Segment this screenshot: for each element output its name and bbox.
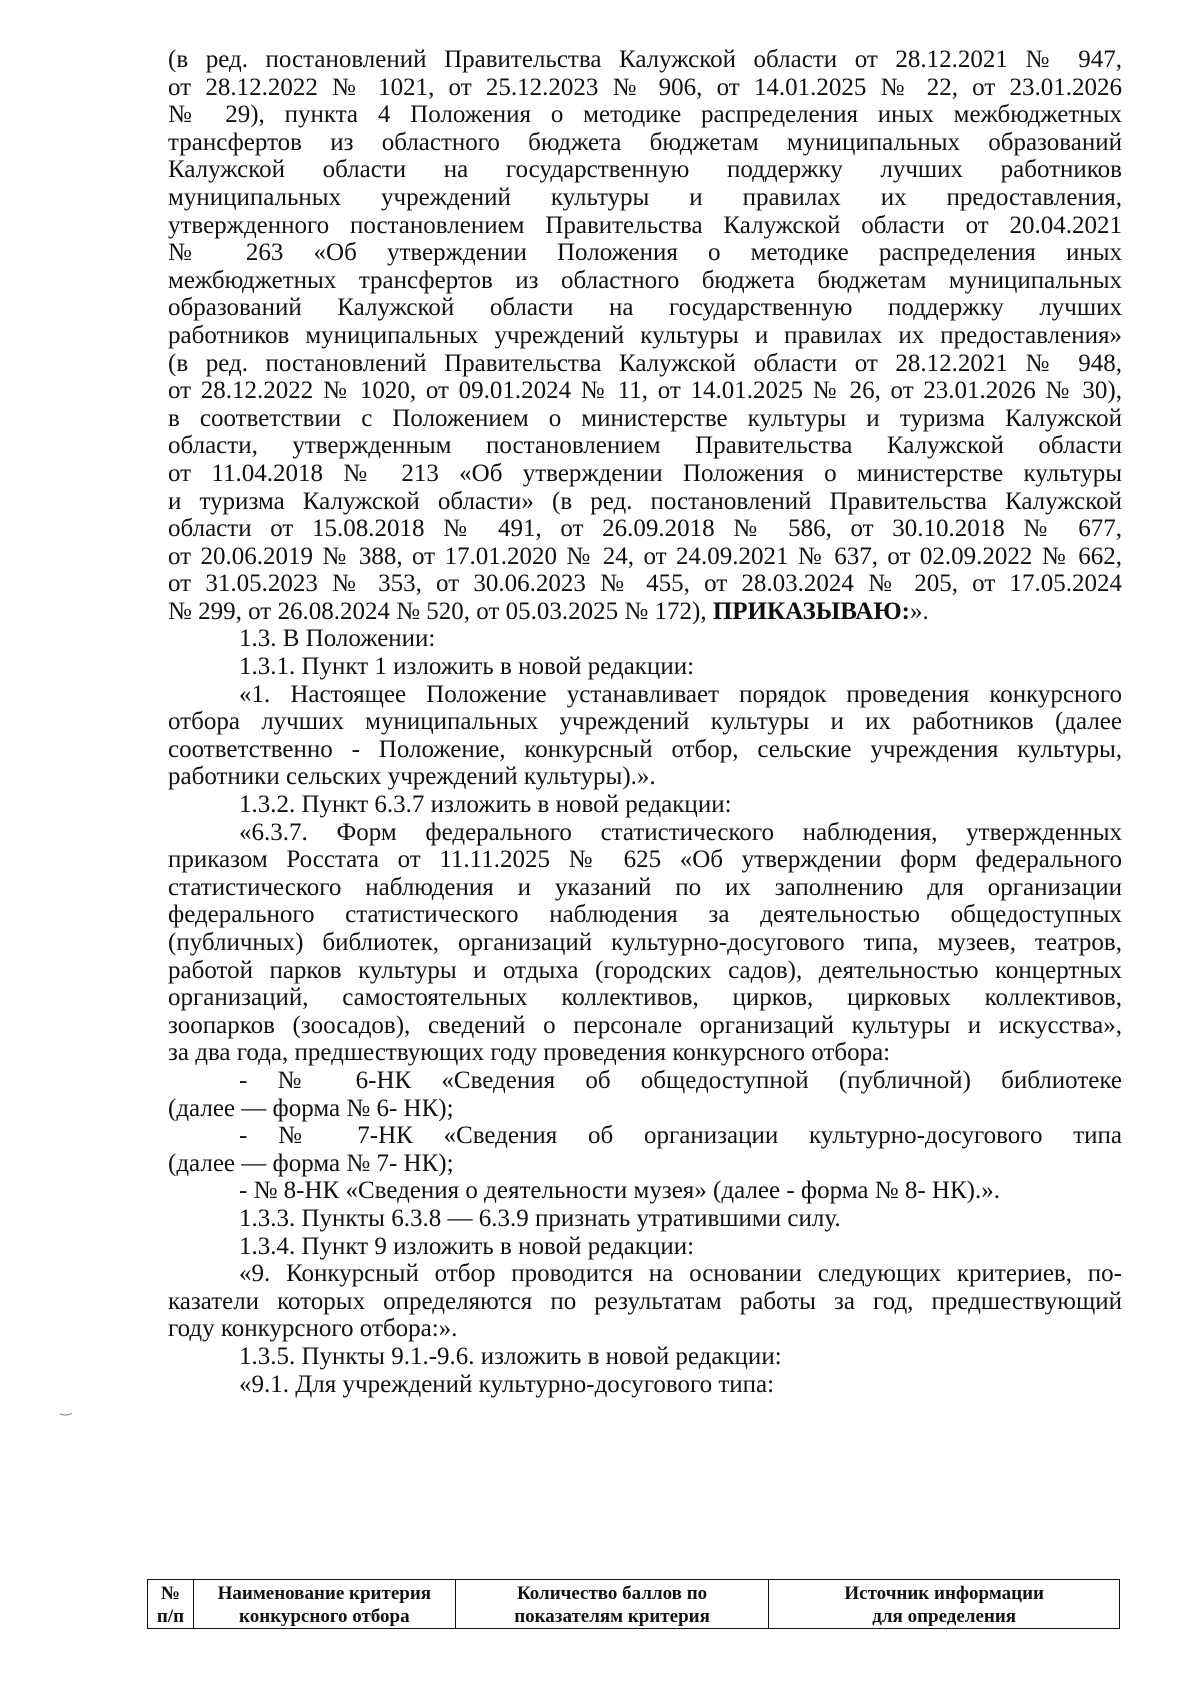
text-line: муниципальных учреждений культуры и правилах их предоставления, [168, 183, 1122, 211]
text-line: области, утвержденным постановлением Правительства Калужской области [168, 432, 1122, 460]
text-line: статистического наблюдения и указаний по их заполнению для организации [168, 873, 1122, 901]
text-span: ». [909, 597, 929, 625]
text-line: «1. Настоящее Положение устанавливает порядок проведения конкурсного [239, 680, 1122, 708]
text-line: году конкурсного отбора:». [168, 1315, 458, 1343]
text-line: Калужской области на государственную поддержку лучших работников [168, 156, 1122, 184]
text-line: (в ред. постановлений Правительства Калужской области от 28.12.2021 № 947, [168, 46, 1122, 73]
order-keyword: ПРИКАЗЫВАЮ: [712, 597, 910, 625]
scan-speck: ‿ [60, 1401, 72, 1416]
text-line: федерального статистического наблюдения за деятельностью общедоступных [168, 901, 1122, 929]
text-line: казатели которых определяются по результатам работы за год, предшествующий [168, 1287, 1122, 1315]
text-line: «9. Конкурсный отбор проводится на основании следующих критериев, по- [239, 1260, 1122, 1288]
text-line: организаций, самостоятельных коллективов, цирков, цирковых коллективов, [168, 984, 1122, 1012]
text-line: приказом Росстата от 11.11.2025 № 625 «Об утверждении форм федерального [168, 846, 1122, 874]
text-line: (публичных) библиотек, организаций культурно-досугового типа, музеев, театров, [168, 929, 1122, 956]
text-line: 1.3.4. Пункт 9 изложить в новой редакции: [239, 1232, 695, 1260]
text-line: (далее — форма № 6- НК); [168, 1094, 454, 1122]
text-line: от 28.12.2022 № 1020, от 09.01.2024 № 11, от 14.01.2025 № 26, от 23.01.2026 № 30), [168, 377, 1122, 405]
text-line: за два года, предшествующих году проведения конкурсного отбора: [168, 1039, 891, 1067]
text-line: трансфертов из областного бюджета бюджетам муниципальных образований [168, 128, 1122, 156]
text-line: - № 7-НК «Сведения об организации культурно-досугового типа [239, 1122, 1122, 1150]
text-line: (далее — форма № 7- НК); [168, 1149, 454, 1177]
table-header-points: Количество баллов по показателям критерия [455, 1580, 769, 1629]
text-line: от 31.05.2023 № 353, от 30.06.2023 № 455, от 28.03.2024 № 205, от 17.05.2024 [168, 570, 1122, 598]
text-line: области от 15.08.2018 № 491, от 26.09.2018 № 586, от 30.10.2018 № 677, [168, 515, 1122, 543]
text-line: образований Калужской области на государственную поддержку лучших [168, 294, 1122, 322]
text-line: работников муниципальных учреждений культуры и правилах их предоставления» [168, 321, 1122, 349]
document-body [168, 46, 1122, 1398]
text-line: отбора лучших муниципальных учреждений культуры и их работников (далее [168, 708, 1122, 736]
text-line: - № 6-НК «Сведения об общедоступной (публичной) библиотеке [239, 1066, 1122, 1094]
text-line: в соответствии с Положением о министерстве культуры и туризма Калужской [168, 404, 1122, 432]
text-line: утвержденного постановлением Правительства Калужской области от 20.04.2021 [168, 211, 1122, 239]
text-line: от 20.06.2019 № 388, от 17.01.2020 № 24, от 24.09.2021 № 637, от 02.09.2022 № 662, [168, 542, 1122, 570]
text-line: межбюджетных трансфертов из областного бюджета бюджетам муниципальных [168, 266, 1122, 294]
text-span: № 299, от 26.08.2024 № 520, от 05.03.2025 № 172), [168, 597, 713, 625]
text-line: работники сельских учреждений культуры).». [168, 763, 656, 791]
text-line: 1.3.3. Пункты 6.3.8 — 6.3.9 признать утратившими силу. [239, 1204, 841, 1232]
text-line: и туризма Калужской области» (в ред. постановлений Правительства Калужской [168, 487, 1122, 515]
text-line: 1.3. В Положении: [239, 625, 436, 653]
table-header-row [148, 1580, 1120, 1629]
text-line: соответственно - Положение, конкурсный отбор, сельские учреждения культуры, [168, 735, 1122, 763]
text-line: «9.1. Для учреждений культурно-досугового типа: [239, 1370, 775, 1398]
text-line: «6.3.7. Форм федерального статистического наблюдения, утвержденных [239, 818, 1122, 846]
text-line: зоопарков (зоосадов), сведений о персонале организаций культуры и искусства», [168, 1011, 1122, 1039]
text-line [168, 598, 1122, 626]
text-line: (в ред. постановлений Правительства Калужской области от 28.12.2021 № 948, [168, 349, 1122, 377]
text-line: 1.3.2. Пункт 6.3.7 изложить в новой редакции: [239, 791, 732, 819]
table-header-number: № п/п [148, 1580, 194, 1629]
text-line: - № 8-НК «Сведения о деятельности музея» (далее - форма № 8- НК).». [239, 1177, 1000, 1205]
text-line: 1.3.1. Пункт 1 изложить в новой редакции: [239, 653, 695, 681]
text-line: от 28.12.2022 № 1021, от 25.12.2023 № 906, от 14.01.2025 № 22, от 23.01.2026 [168, 73, 1122, 101]
criteria-table [147, 1579, 1120, 1629]
text-line: от 11.04.2018 № 213 «Об утверждении Положения о министерстве культуры [168, 459, 1122, 487]
text-line: № 29), пункта 4 Положения о методике распределения иных межбюджетных [168, 101, 1122, 129]
text-line: № 263 «Об утверждении Положения о методике распределения иных [168, 239, 1122, 267]
text-line: 1.3.5. Пункты 9.1.-9.6. изложить в новой редакции: [239, 1342, 782, 1370]
text-line: работой парков культуры и отдыха (городских садов), деятельностью концертных [168, 956, 1122, 984]
table-header-criterion-name: Наименование критерия конкурсного отбора [193, 1580, 455, 1629]
table-header-source: Источник информации для определения [769, 1580, 1120, 1629]
